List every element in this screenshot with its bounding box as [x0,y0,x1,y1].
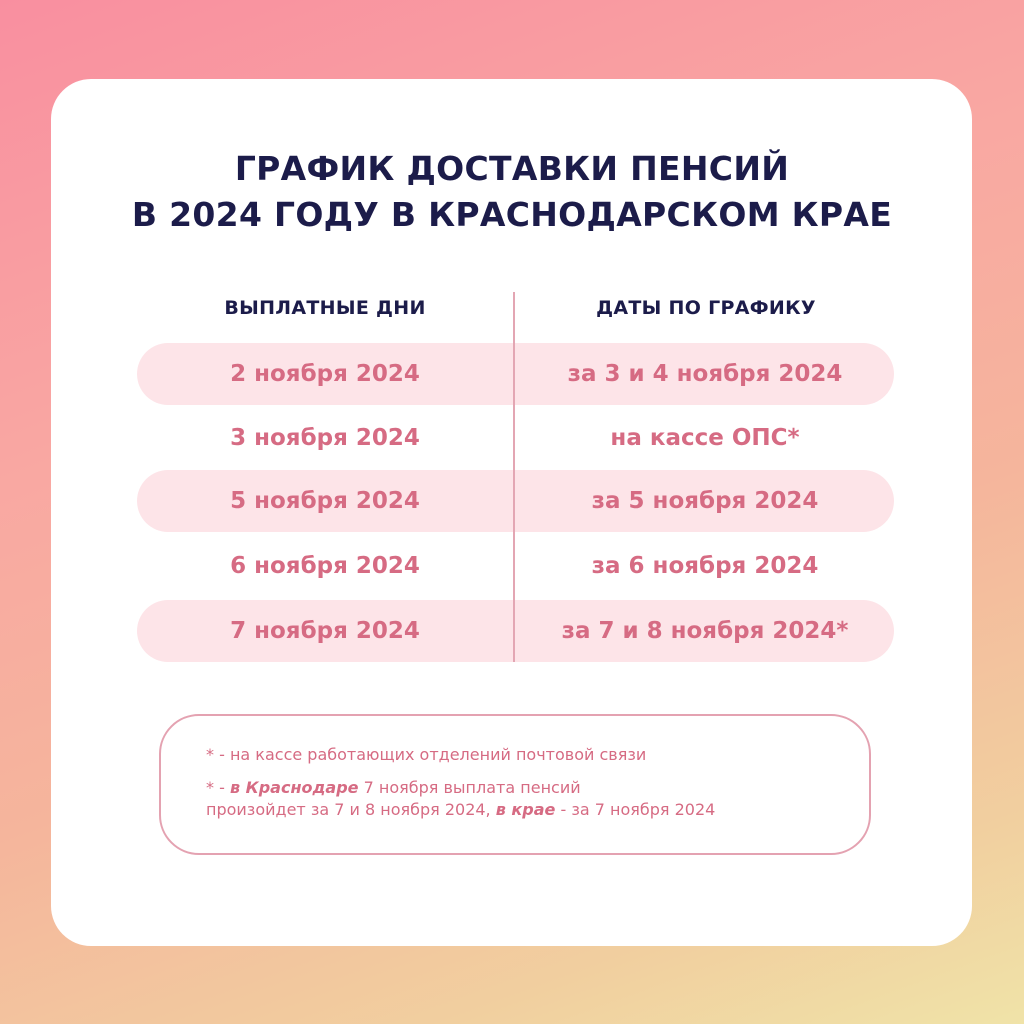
table-row [137,470,894,532]
title-line-2: В 2024 ГОДУ В КРАСНОДАРСКОМ КРАЕ [131,195,893,234]
payment-day-cell: 7 ноября 2024 [230,618,420,644]
footnote-2-line2-start: произойдет за 7 и 8 ноября 2024, [206,800,496,819]
footnote-2 [206,777,715,821]
schedule-date-cell: за 6 ноября 2024 [591,553,819,579]
payment-day-cell: 5 ноября 2024 [230,488,420,514]
page-title [0,146,1024,238]
schedule-date-cell: на кассе ОПС* [610,425,800,451]
payment-day-cell: 3 ноября 2024 [230,425,420,451]
payment-day-cell: 2 ноября 2024 [230,361,420,387]
footnote-1: * - на кассе работающих отделений почтовой связи [206,745,647,764]
footnote-2-mid: 7 ноября выплата пенсий [358,778,581,797]
footnote-2-line2-end: - за 7 ноября 2024 [555,800,716,819]
table-row [137,535,894,597]
schedule-date-cell: за 5 ноября 2024 [591,488,819,514]
schedule-date-cell: за 3 и 4 ноября 2024 [567,361,843,387]
payment-day-cell: 6 ноября 2024 [230,553,420,579]
column-header-payment-days: ВЫПЛАТНЫЕ ДНИ [224,297,426,319]
table-row [137,343,894,405]
column-divider [513,292,515,662]
table-row [137,407,894,469]
title-line-1: ГРАФИК ДОСТАВКИ ПЕНСИЙ [234,149,790,188]
footnote-2-prefix: * - [206,778,230,797]
table-row [137,600,894,662]
footnote-2-city: в Краснодаре [229,778,359,797]
column-header-schedule-dates: ДАТЫ ПО ГРАФИКУ [596,297,816,319]
schedule-date-cell: за 7 и 8 ноября 2024* [561,618,849,644]
footnote-2-region: в крае [495,800,556,819]
